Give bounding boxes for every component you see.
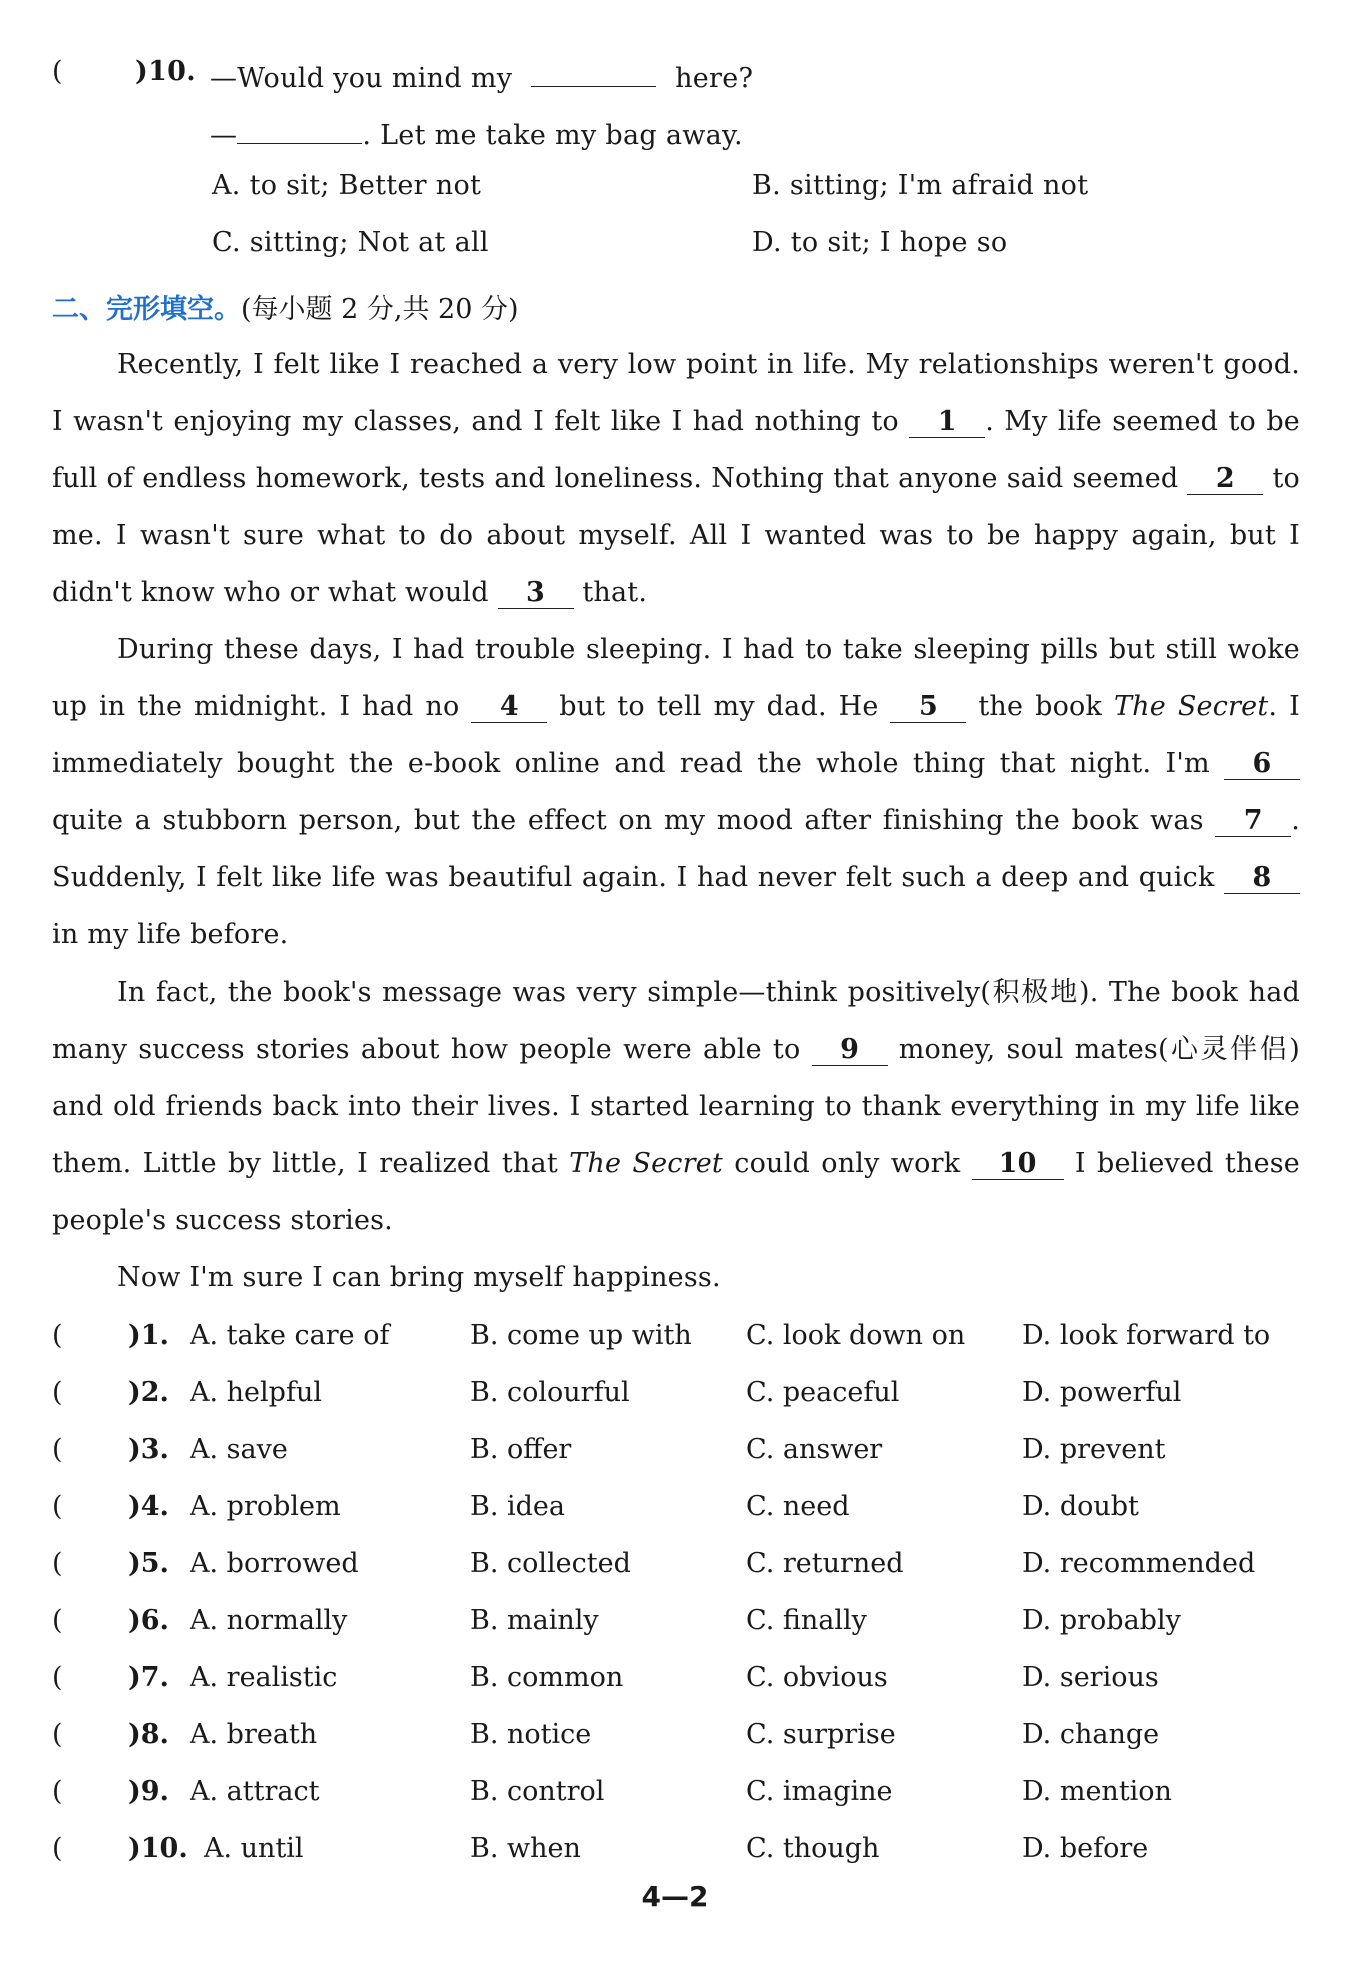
cloze-blank-5[interactable]: 5 — [890, 692, 966, 723]
p2-text-7: in my life before. — [52, 919, 289, 950]
p2-text-4: . I immediately bought the e-book online and read the whole thing that night. I'm — [52, 691, 1300, 779]
section-score: (每小题 2 分,共 20 分) — [241, 294, 519, 325]
choice-option-c[interactable]: C. answer — [746, 1434, 883, 1465]
choice-option-d[interactable]: D. powerful — [1022, 1377, 1182, 1408]
choice-number: )5. — [128, 1548, 169, 1579]
choice-option-c[interactable]: C. imagine — [746, 1776, 893, 1807]
choice-paren: ( — [52, 1833, 63, 1864]
cloze-blank-4[interactable]: 4 — [471, 692, 547, 723]
cloze-blank-3[interactable]: 3 — [498, 578, 574, 609]
choice-paren: ( — [52, 1719, 63, 1750]
choice-paren: ( — [52, 1491, 63, 1522]
section-heading — [52, 287, 519, 326]
choice-number: )1. — [128, 1320, 169, 1351]
choice-option-a[interactable]: A. breath — [190, 1719, 318, 1750]
choice-option-c[interactable]: C. surprise — [746, 1719, 896, 1750]
choice-option-c[interactable]: C. peaceful — [746, 1377, 900, 1408]
choice-number: )9. — [128, 1776, 169, 1807]
q10-paren: ( — [52, 56, 63, 87]
choice-option-a[interactable]: A. save — [190, 1434, 288, 1465]
p2-text-3: the book — [978, 691, 1103, 722]
choice-paren: ( — [52, 1605, 63, 1636]
q10-line1-pre: —Would you mind my — [210, 63, 513, 94]
p3-text-2: money, soul mates(心灵伴侣) and old friends back into their lives. I started learning to thank everything in my life like them. Little by little, I realized that — [52, 1034, 1300, 1179]
choice-paren: ( — [52, 1548, 63, 1579]
choice-option-c[interactable]: C. returned — [746, 1548, 904, 1579]
choice-option-b[interactable]: B. control — [470, 1776, 605, 1807]
choice-option-a[interactable]: A. problem — [190, 1491, 341, 1522]
choice-option-a[interactable]: A. normally — [190, 1605, 348, 1636]
choice-number: )4. — [128, 1491, 169, 1522]
choice-option-b[interactable]: B. collected — [470, 1548, 631, 1579]
choice-option-a[interactable]: A. borrowed — [190, 1548, 359, 1579]
choice-option-d[interactable]: D. doubt — [1022, 1491, 1139, 1522]
choice-row-1 — [52, 1320, 1302, 1360]
p2-text-6: . Suddenly, I felt like life was beautiful again. I had never felt such a deep and quick — [52, 805, 1300, 893]
cloze-blank-2[interactable]: 2 — [1187, 464, 1263, 495]
cloze-blank-8[interactable]: 8 — [1224, 863, 1300, 894]
p1-text-3: to me. I wasn't sure what to do about myself. All I wanted was to be happy again, but I didn't know who or what would — [52, 463, 1300, 608]
q10-line1 — [210, 56, 753, 94]
passage-paragraph-2 — [52, 621, 1300, 963]
q10-blank1[interactable] — [531, 56, 656, 87]
choice-option-a[interactable]: A. take care of — [190, 1320, 390, 1351]
p3-text-3: could only work — [734, 1148, 961, 1179]
choice-option-c[interactable]: C. though — [746, 1833, 880, 1864]
choice-option-c[interactable]: C. finally — [746, 1605, 867, 1636]
choice-row-4 — [52, 1491, 1302, 1531]
p2-text-5: quite a stubborn person, but the effect on my mood after finishing the book was — [52, 805, 1204, 836]
q10-line1-post: here? — [675, 63, 754, 94]
cloze-blank-6[interactable]: 6 — [1224, 749, 1300, 780]
choice-option-c[interactable]: C. need — [746, 1491, 850, 1522]
choice-option-d[interactable]: D. mention — [1022, 1776, 1172, 1807]
choice-option-a[interactable]: A. until — [204, 1833, 304, 1864]
q10-line2-post: . Let me take my bag away. — [362, 120, 743, 151]
choice-row-6 — [52, 1605, 1302, 1645]
q10-option-a[interactable]: A. to sit; Better not — [212, 170, 482, 201]
cloze-blank-10[interactable]: 10 — [972, 1149, 1064, 1180]
choice-option-d[interactable]: D. recommended — [1022, 1548, 1256, 1579]
choice-option-d[interactable]: D. before — [1022, 1833, 1149, 1864]
p1-text-2: . My life seemed to be full of endless homework, tests and loneliness. Nothing that anyone said seemed — [52, 406, 1300, 494]
cloze-blank-9[interactable]: 9 — [812, 1035, 888, 1066]
choice-option-b[interactable]: B. mainly — [470, 1605, 599, 1636]
choice-number: )6. — [128, 1605, 169, 1636]
choice-option-a[interactable]: A. attract — [190, 1776, 320, 1807]
choice-option-d[interactable]: D. serious — [1022, 1662, 1159, 1693]
choice-option-d[interactable]: D. prevent — [1022, 1434, 1166, 1465]
choice-option-d[interactable]: D. probably — [1022, 1605, 1181, 1636]
choice-option-d[interactable]: D. change — [1022, 1719, 1160, 1750]
choice-paren: ( — [52, 1776, 63, 1807]
p3-text-4: I believed these people's success stories. — [52, 1148, 1300, 1236]
choice-option-a[interactable]: A. helpful — [190, 1377, 322, 1408]
q10-option-c[interactable]: C. sitting; Not at all — [212, 227, 489, 258]
p1-text-4: that. — [582, 577, 648, 608]
choice-row-3 — [52, 1434, 1302, 1474]
choice-row-5 — [52, 1548, 1302, 1588]
choice-number: )2. — [128, 1377, 169, 1408]
q10-number: )10. — [135, 56, 196, 87]
choice-row-8 — [52, 1719, 1302, 1759]
p2-text-1: During these days, I had trouble sleeping. I had to take sleeping pills but still woke up in the midnight. I had no — [52, 634, 1300, 722]
p3-text-1: In fact, the book's message was very simple—think positively(积极地). The book had many success stories about how people were able to — [52, 977, 1300, 1065]
passage-paragraph-3 — [52, 964, 1300, 1249]
choice-paren: ( — [52, 1320, 63, 1351]
choice-row-10 — [52, 1833, 1302, 1873]
p2-text-2: but to tell my dad. He — [559, 691, 879, 722]
cloze-blank-1[interactable]: 1 — [909, 407, 985, 438]
choice-option-c[interactable]: C. look down on — [746, 1320, 966, 1351]
passage-paragraph-1 — [52, 336, 1300, 621]
choice-number: )7. — [128, 1662, 169, 1693]
p3-book-title: The Secret — [569, 1148, 723, 1179]
section-title: 二、完形填空。 — [52, 294, 241, 325]
choice-paren: ( — [52, 1434, 63, 1465]
choice-option-b[interactable]: B. come up with — [470, 1320, 692, 1351]
q10-line2-pre: — — [210, 120, 238, 151]
choice-option-b[interactable]: B. offer — [470, 1434, 572, 1465]
choice-paren: ( — [52, 1662, 63, 1693]
choice-option-d[interactable]: D. look forward to — [1022, 1320, 1271, 1351]
choice-option-c[interactable]: C. obvious — [746, 1662, 888, 1693]
choice-number: )8. — [128, 1719, 169, 1750]
q10-blank2[interactable] — [237, 113, 362, 144]
q10-option-b[interactable]: B. sitting; I'm afraid not — [752, 170, 1089, 201]
cloze-blank-7[interactable]: 7 — [1215, 806, 1291, 837]
p2-book-title: The Secret — [1113, 691, 1269, 722]
q10-line2 — [210, 113, 743, 151]
passage-paragraph-4 — [52, 1249, 1300, 1306]
p4-text: Now I'm sure I can bring myself happiness. — [117, 1262, 721, 1293]
choice-option-b[interactable]: B. colourful — [470, 1377, 630, 1408]
choice-option-b[interactable]: B. idea — [470, 1491, 566, 1522]
choice-option-a[interactable]: A. realistic — [190, 1662, 338, 1693]
choice-number: )10. — [128, 1833, 188, 1864]
q10-option-d[interactable]: D. to sit; I hope so — [752, 227, 1008, 258]
choice-row-2 — [52, 1377, 1302, 1417]
choice-option-b[interactable]: B. when — [470, 1833, 581, 1864]
page-number: 4—2 — [641, 1880, 709, 1913]
choice-option-b[interactable]: B. common — [470, 1662, 624, 1693]
choice-number: )3. — [128, 1434, 169, 1465]
p1-text-1: Recently, I felt like I reached a very low point in life. My relationships weren't good. I wasn't enjoying my classes, and I felt like I had nothing to — [52, 349, 1300, 437]
choice-row-9 — [52, 1776, 1302, 1816]
choice-option-b[interactable]: B. notice — [470, 1719, 592, 1750]
choice-row-7 — [52, 1662, 1302, 1702]
choice-paren: ( — [52, 1377, 63, 1408]
